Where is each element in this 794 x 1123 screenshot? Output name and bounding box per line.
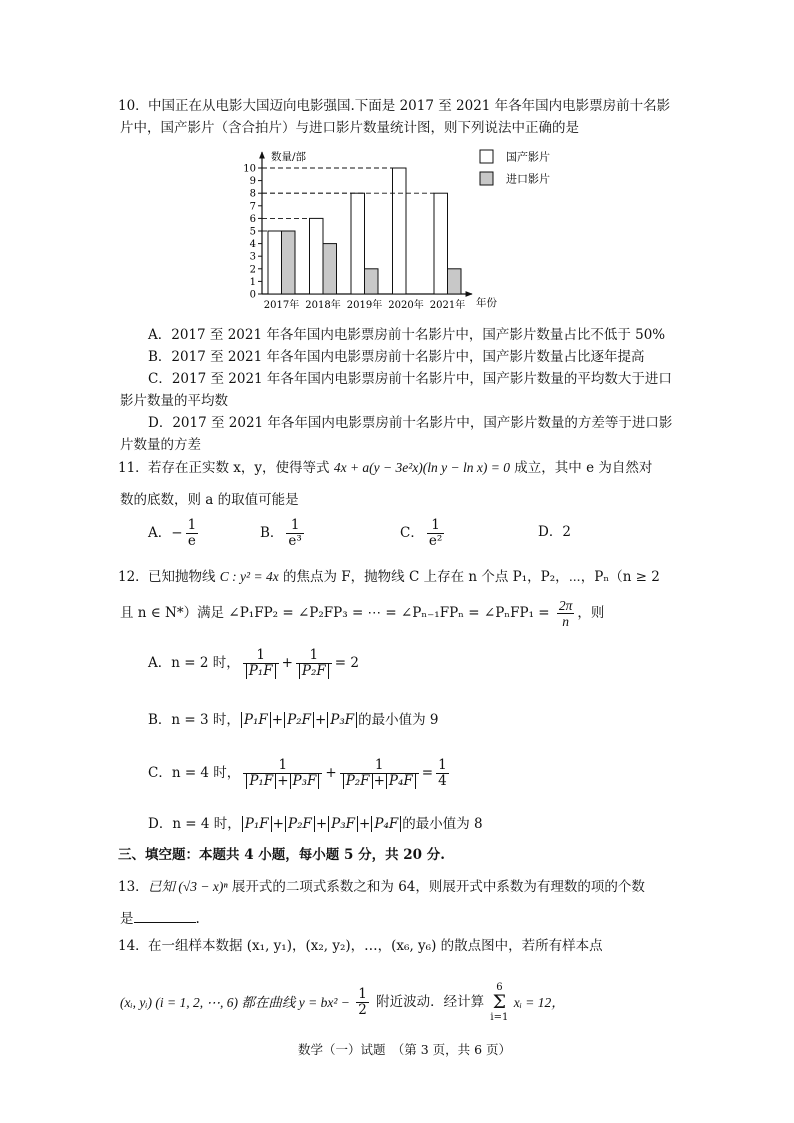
- q12-option-a-frac2: [296, 648, 332, 679]
- q12-option-a-frac1: [243, 648, 279, 679]
- q14-line2-post: xᵢ = 12，: [510, 995, 565, 1010]
- q14-half-num: 1: [358, 986, 367, 1002]
- q11-option-b-fraction: [286, 518, 303, 549]
- q12-option-b-a1: P₁F: [241, 712, 271, 728]
- q10-bar-chart: [0, 140, 794, 340]
- q12-option-a-d2-wrap: [296, 663, 332, 679]
- y-tick-label: 0: [249, 289, 256, 301]
- q12-option-d-pre: D．n = 4 时，: [148, 816, 241, 832]
- q12-option-c-d1: P₁F + P₃F: [243, 773, 322, 789]
- q10-stem-line2: 片中，国产影片（含合拍片）与进口影片数量统计图，则下列说法中正确的是: [120, 120, 579, 136]
- q11-option-c-den: e²: [428, 533, 443, 549]
- q12-option-c-n1: 1: [278, 757, 288, 773]
- q12-option-d-post: 的最小值为 8: [402, 816, 483, 832]
- y-tick-label: 6: [249, 213, 256, 225]
- q12-option-d-a3: P₃F: [328, 816, 358, 832]
- q12-option-b: B．n = 3 时， P₁F + P₂F + P₃F 的最小值为 9: [148, 712, 439, 728]
- q12-option-c-n2: 1: [374, 757, 384, 773]
- q12-stem-line2: [120, 598, 604, 629]
- q12-option-c: [148, 758, 452, 789]
- q12-angle-num: 2π: [558, 598, 573, 613]
- y-tick-label: 5: [249, 226, 256, 238]
- q12-option-a-n1: 1: [256, 647, 265, 663]
- q12-option-a-d1-wrap: [243, 663, 279, 679]
- q12-parabola-equation: C : y² = 4x: [219, 569, 279, 584]
- bar-domestic: [268, 231, 282, 294]
- q12-option-b-a3: P₃F: [327, 712, 357, 728]
- q13-stem-line2: [120, 908, 200, 929]
- q12-option-c-d2a: P₂F: [343, 773, 373, 789]
- q12-stem-line2-post: ，则: [577, 605, 605, 621]
- q11-option-c-fraction: [427, 518, 444, 549]
- q12-option-c-result: [436, 758, 449, 789]
- q12-option-c-eq: =: [421, 765, 434, 781]
- bar-imported: [448, 269, 462, 294]
- q14-sum-symbol: [490, 982, 508, 1023]
- q12-option-d-a4: P₄F: [371, 816, 401, 832]
- q14-stem-line1: 在一组样本数据 (x₁, y₁)，(x₂, y₂)，…，(x₆, y₆) 的散点图中，若所有样本点: [148, 938, 603, 954]
- legend-label-domestic: 国产影片: [506, 150, 550, 164]
- q10-option-c-line1: C．2017 至 2021 年各年国内电影票房前十名影片中，国产影片数量的平均数大于进口: [148, 371, 672, 387]
- bar-domestic: [310, 218, 324, 294]
- y-tick-label: 1: [249, 276, 256, 288]
- q13-line2-text: 是: [120, 911, 134, 927]
- q11-option-b-label: B．: [260, 525, 284, 541]
- y-tick-label: 8: [249, 188, 256, 200]
- q12-option-a-d1: P₁F: [246, 663, 276, 679]
- q13-stem-post: 展开式的二项式系数之和为 64，则展开式中系数为有理数的项的个数: [227, 879, 645, 895]
- y-tick-label: 4: [249, 239, 256, 251]
- q12-option-c-d2: P₂F + P₄F: [340, 773, 419, 789]
- q10-option-d-line1: D．2017 至 2021 年各年国内电影票房前十名影片中，国产影片数量的方差等于进口影: [148, 415, 673, 431]
- bar-imported: [323, 244, 337, 294]
- q11-stem-line2: 数的底数，则 a 的取值可能是: [120, 492, 299, 508]
- y-tick-label: 7: [249, 201, 256, 213]
- q12-number: 12．: [118, 569, 149, 585]
- q11-equation: 4x + a(y − 3e²x)(ln y − ln x) = 0: [333, 460, 511, 475]
- q12-stem-mid: 的焦点为 F，抛物线 C 上存在 n 个点 P₁，P₂，⋯，Pₙ（n ≥ 2: [278, 569, 660, 585]
- q12-option-d-a2: P₂F: [285, 816, 315, 832]
- q14-line2-pre: (xᵢ, yᵢ) (i = 1, 2, ⋯, 6) 都在曲线 y = bx² −: [120, 995, 354, 1010]
- q12-option-a-plus: +: [281, 655, 293, 671]
- legend-label-imported: 进口影片: [506, 172, 550, 186]
- q11-option-b-den: e³: [288, 533, 302, 549]
- bar-imported: [282, 231, 296, 294]
- q10-option-a: A．2017 至 2021 年各年国内电影票房前十名影片中，国产影片数量占比不低于 50%: [148, 327, 666, 343]
- q11-stem-post: 成立，其中 e 为自然对: [510, 460, 653, 476]
- q12-angle-den: n: [557, 613, 575, 629]
- q12-option-a-d2: P₂F: [299, 663, 329, 679]
- q12-angle-fraction: [557, 598, 575, 629]
- q12-option-c-d1b: P₃F: [290, 773, 320, 789]
- legend-swatch-imported: [480, 172, 493, 185]
- q12-option-b-a2: P₂F: [284, 712, 314, 728]
- q11-option-d: D．2: [538, 524, 571, 540]
- q11-option-a-label: A．: [148, 525, 172, 541]
- q12-option-a-post: = 2: [334, 655, 359, 671]
- q12-stem-pre: 已知抛物线: [148, 569, 220, 585]
- q12-option-d-a1: P₁F: [242, 816, 272, 832]
- q11-option-b: [260, 518, 307, 549]
- q12-option-a: [148, 648, 359, 679]
- q11-number: 11．: [118, 460, 149, 476]
- section-3-heading: 三、填空题：本题共 4 小题，每小题 5 分，共 20 分.: [118, 847, 445, 863]
- q12-option-c-plus: +: [325, 765, 337, 781]
- q13-stem-line1: [148, 877, 645, 897]
- q14-sum-bottom: i=1: [490, 1012, 509, 1023]
- y-tick-label: 3: [249, 251, 256, 263]
- q13-answer-blank[interactable]: [134, 908, 196, 923]
- q10-number: 10．: [118, 98, 149, 114]
- bar-imported: [365, 269, 379, 294]
- q12-option-c-d1a: P₁F: [246, 773, 276, 789]
- x-tick-label: 2021年: [429, 300, 466, 311]
- x-tick-label: 2019年: [346, 300, 383, 311]
- q12-option-a-pre: A．n = 2 时，: [148, 655, 240, 671]
- q11-option-a-den: e: [186, 533, 199, 549]
- q11-option-c: [400, 518, 447, 549]
- q11-option-b-num: 1: [290, 517, 300, 533]
- q10-option-d-line2: 片数量的方差: [120, 437, 201, 453]
- q14-sum-top: 6: [496, 982, 503, 993]
- q13-line2-end: .: [195, 911, 200, 927]
- q14-number: 14．: [118, 938, 149, 954]
- q12-option-c-d2b: P₄F: [386, 773, 416, 789]
- q14-half-fraction: [356, 987, 369, 1018]
- q10-stem-line1: 中国正在从电影大国迈向电影强国.下面是 2017 至 2021 年各年国内电影票房前十名影: [148, 98, 671, 114]
- bar-domestic: [393, 168, 407, 294]
- x-tick-label: 2017年: [263, 300, 300, 311]
- q14-line2-mid: 附近波动．经计算: [371, 994, 489, 1010]
- y-tick-label: 2: [249, 264, 256, 276]
- q11-option-a-sign: −: [171, 525, 183, 541]
- q11-option-c-label: C．: [400, 525, 424, 541]
- x-tick-label: 2020年: [388, 300, 424, 311]
- q14-sigma: Σ: [492, 991, 507, 1013]
- q11-option-c-num: 1: [431, 517, 440, 533]
- q10-option-b: B．2017 至 2021 年各年国内电影票房前十名影片中，国产影片数量占比逐年提高: [148, 349, 645, 365]
- q11-option-a-fraction: [186, 518, 199, 549]
- x-axis-label: 年份: [476, 297, 497, 309]
- y-axis-label: 数量/部: [271, 151, 307, 163]
- q13-expression: 已知 (√3 − x)ⁿ: [148, 879, 228, 894]
- x-tick-label: 2018年: [305, 300, 341, 311]
- q12-option-c-rd: 4: [438, 773, 447, 789]
- q12-option-a-n2: 1: [309, 647, 319, 663]
- q12-option-c-frac2: [340, 758, 419, 789]
- bar-domestic: [434, 193, 448, 294]
- q14-half-den: 2: [358, 1002, 367, 1018]
- legend-swatch-domestic: [480, 150, 493, 163]
- q12-option-c-rn: 1: [438, 757, 447, 773]
- q12-option-c-frac1: [243, 758, 322, 789]
- q12-stem-line2-pre: 且 n ∈ N*）满足 ∠P₁FP₂ = ∠P₂FP₃ = ⋯ = ∠Pₙ₋₁FPₙ = ∠PₙFP₁ =: [120, 605, 554, 621]
- q11-stem-line1: [148, 458, 652, 478]
- q14-stem-line2: [120, 982, 565, 1023]
- page-footer: 数学（一）试题 （第 3 页，共 6 页）: [298, 1042, 512, 1057]
- q12-option-d: D．n = 4 时， P₁F + P₂F + P₃F + P₄F 的最小值为 8: [148, 816, 483, 832]
- q10-option-c-line2: 影片数量的平均数: [120, 393, 228, 409]
- q12-stem-line1: [148, 567, 660, 587]
- q11-option-a-num: 1: [187, 517, 197, 533]
- bar-domestic: [351, 193, 365, 294]
- q11-option-a: [148, 518, 201, 549]
- q11-stem-pre: 若存在正实数 x，y，使得等式: [148, 460, 334, 476]
- q13-number: 13．: [118, 879, 149, 895]
- q12-option-c-pre: C．n = 4 时，: [148, 765, 241, 781]
- y-tick-label: 10: [243, 163, 256, 175]
- q12-option-b-post: 的最小值为 9: [358, 712, 439, 728]
- q12-option-b-pre: B．n = 3 时，: [148, 712, 240, 728]
- y-tick-label: 9: [249, 176, 256, 188]
